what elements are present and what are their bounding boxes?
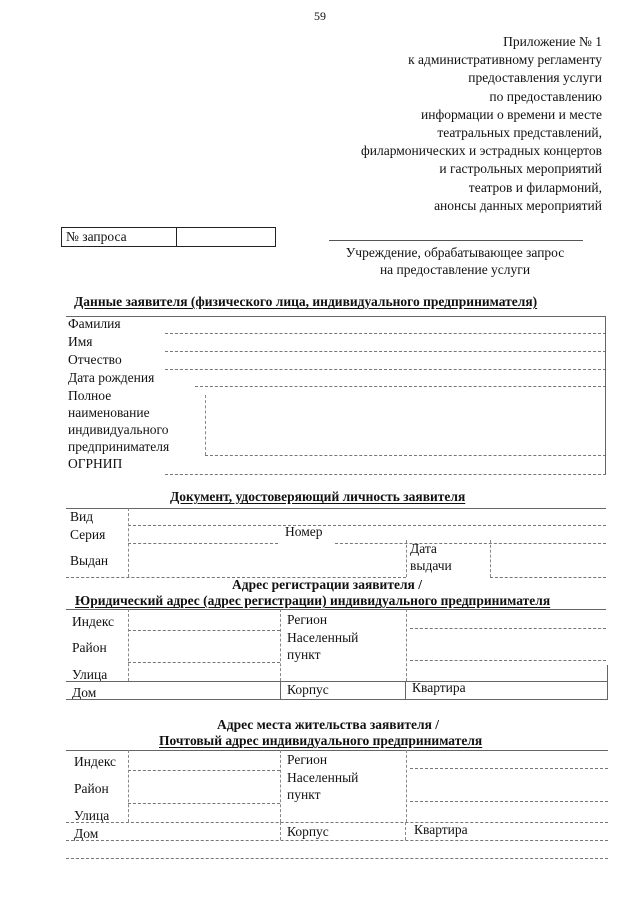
entrepreneur-full-name-label-line: наименование — [68, 405, 150, 420]
res-region-field[interactable] — [410, 768, 608, 769]
request-number-box — [61, 227, 276, 247]
document-series-label: Серия — [70, 527, 106, 542]
surname-field[interactable] — [165, 333, 606, 334]
res-district-field[interactable] — [128, 803, 280, 804]
res-locality-label — [287, 769, 358, 803]
res-column-divider — [406, 750, 407, 822]
institution-caption-line: Учреждение, обрабатывающее запрос — [345, 245, 565, 260]
reg-locality-field[interactable] — [410, 660, 606, 661]
applicant-column-divider — [205, 395, 206, 455]
res-table-bottom-border — [66, 858, 608, 859]
document-table-top-border — [66, 508, 606, 509]
ogrnip-label: ОГРНИП — [68, 456, 123, 471]
document-column-divider — [406, 540, 407, 577]
appendix-line: предоставления услуги — [468, 70, 602, 86]
reg-house-label: Дом — [72, 685, 97, 700]
appendix-line: Приложение № 1 — [503, 34, 602, 49]
document-type-field[interactable] — [128, 525, 606, 526]
institution-field[interactable] — [329, 240, 583, 241]
reg-building-label: Корпус — [287, 682, 329, 697]
res-column-divider — [128, 750, 129, 822]
document-series-field[interactable] — [128, 543, 278, 544]
appendix-line: к административному регламенту — [408, 52, 602, 68]
res-column-divider — [280, 822, 281, 840]
appendix-line: анонсы данных мероприятий — [434, 197, 602, 213]
res-column-divider — [405, 822, 406, 840]
appendix-header — [302, 33, 602, 215]
res-street-field[interactable] — [66, 822, 608, 823]
reg-column-divider — [280, 609, 281, 681]
document-type-label: Вид — [70, 509, 94, 524]
name-label: Имя — [68, 334, 93, 349]
name-field[interactable] — [165, 351, 606, 352]
applicant-table-right-border — [605, 316, 606, 474]
ogrnip-field[interactable] — [165, 474, 606, 475]
entrepreneur-full-name-label-line: Полное — [68, 388, 112, 403]
reg-apartment-label: Квартира — [412, 680, 466, 695]
document-issue-date-label-line: выдачи — [410, 558, 452, 573]
reg-column-divider — [405, 681, 406, 699]
reg-locality-label-line: пункт — [287, 647, 321, 662]
res-column-divider — [280, 750, 281, 822]
residence-address-heading: Адрес места жительства заявителя / — [217, 717, 439, 732]
document-column-divider — [128, 508, 129, 577]
entrepreneur-full-name-label-line: индивидуального — [68, 422, 169, 437]
surname-label: Фамилия — [68, 316, 121, 331]
res-building-label: Корпус — [287, 824, 329, 839]
appendix-line: театров и филармоний, — [468, 179, 602, 195]
reg-column-divider — [406, 609, 407, 681]
reg-region-field[interactable] — [410, 628, 606, 629]
birth-date-field[interactable] — [195, 386, 606, 387]
reg-column-divider — [128, 609, 129, 681]
page-number: 59 — [314, 9, 326, 23]
appendix-line: информации о времени и месте — [421, 106, 602, 122]
identity-document-heading: Документ, удостоверяющий личность заявителя — [170, 489, 466, 504]
res-house-row-bottom[interactable] — [66, 840, 608, 841]
reg-table-top-border — [66, 609, 606, 610]
document-issue-date-label — [410, 540, 452, 574]
applicant-section-heading: Данные заявителя (физического лица, индивидуального предпринимателя) — [74, 294, 538, 309]
document-issued-by-label: Выдан — [70, 553, 109, 568]
postal-address-heading: Почтовый адрес индивидуального предпринимателя — [159, 733, 483, 748]
res-region-label: Регион — [287, 752, 328, 767]
document-column-divider — [490, 540, 491, 577]
document-number-label: Номер — [285, 524, 323, 539]
document-issue-date-label-line: Дата — [410, 541, 437, 556]
res-index-field[interactable] — [128, 770, 280, 771]
reg-index-label: Индекс — [72, 614, 115, 629]
birth-date-label: Дата рождения — [68, 370, 155, 385]
res-locality-field[interactable] — [410, 801, 608, 802]
res-house-label: Дом — [74, 826, 99, 841]
entrepreneur-full-name-label-line: предпринимателя — [68, 439, 170, 454]
reg-street-label: Улица — [72, 667, 108, 682]
reg-table-right-border — [607, 665, 608, 699]
res-street-label: Улица — [74, 808, 110, 823]
reg-region-label: Регион — [287, 612, 328, 627]
reg-index-field[interactable] — [128, 630, 280, 631]
appendix-line: филармонических и эстрадных концертов — [361, 143, 602, 159]
res-table-top-border — [66, 750, 608, 751]
patronymic-field[interactable] — [165, 369, 606, 370]
document-issue-date-field[interactable] — [490, 577, 606, 578]
applicant-table-top-border — [66, 316, 606, 317]
entrepreneur-full-name-label — [68, 387, 169, 455]
res-locality-label-line: пункт — [287, 787, 321, 802]
reg-locality-label-line: Населенный — [287, 630, 359, 645]
appendix-line: театральных представлений, — [437, 125, 602, 141]
reg-district-field[interactable] — [128, 662, 280, 663]
res-index-label: Индекс — [74, 754, 117, 769]
institution-caption-line: на предоставление услуги — [379, 262, 531, 277]
entrepreneur-full-name-field[interactable] — [205, 455, 606, 456]
reg-house-row-bottom[interactable] — [66, 699, 608, 700]
res-district-label: Район — [74, 781, 109, 796]
document-number-field[interactable] — [335, 543, 606, 544]
request-number-label: № запроса — [62, 228, 177, 246]
res-locality-label-line: Населенный — [287, 770, 359, 785]
registration-address-heading: Адрес регистрации заявителя / — [232, 577, 422, 592]
res-apartment-label: Квартира — [414, 822, 468, 837]
appendix-line: по предоставлению — [489, 88, 602, 104]
appendix-line: и гастрольных мероприятий — [439, 161, 602, 177]
institution-caption — [320, 244, 590, 278]
request-number-field[interactable] — [177, 228, 275, 246]
legal-address-heading: Юридический адрес (адрес регистрации) индивидуального предпринимателя — [75, 593, 551, 608]
reg-district-label: Район — [72, 640, 107, 655]
patronymic-label: Отчество — [68, 352, 122, 367]
reg-street-field[interactable] — [66, 681, 608, 682]
reg-locality-label — [287, 629, 358, 663]
reg-column-divider — [280, 681, 281, 699]
